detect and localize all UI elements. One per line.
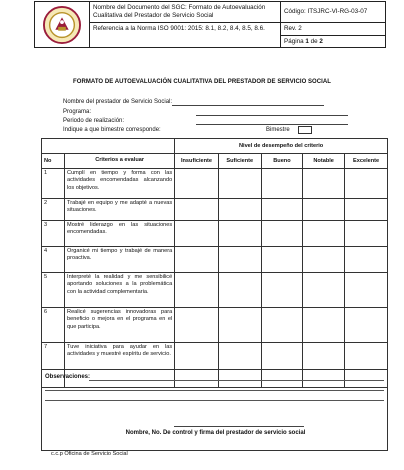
score-cell[interactable]	[175, 199, 219, 221]
score-cell[interactable]	[218, 308, 261, 343]
score-cell[interactable]	[218, 273, 261, 308]
score-cell[interactable]	[303, 273, 345, 308]
score-cell[interactable]	[303, 247, 345, 273]
score-cell[interactable]	[303, 169, 345, 199]
level-header: Nivel de desempeño del criterio	[175, 139, 388, 154]
institution-seal-icon	[43, 6, 81, 44]
criterion-text: Mostré liderazgo en las situaciones encomendadas.	[65, 221, 175, 247]
criterion-text: Trabajé en equipo y me adapté a nuevas situaciones.	[65, 199, 175, 221]
score-cell[interactable]	[218, 221, 261, 247]
score-cell[interactable]	[261, 247, 302, 273]
score-cell[interactable]	[345, 169, 388, 199]
score-cell[interactable]	[175, 247, 219, 273]
revision-number: Rev. 2	[281, 22, 386, 35]
name-label: Nombre del prestador de Servicio Social:	[63, 99, 173, 105]
table-row	[42, 308, 388, 343]
document-name: Nombre del Documento del SGC: Formato de Autoevaluación Cualitativa del Prestador de Servicio Social	[90, 2, 281, 23]
signature-line[interactable]	[174, 426, 304, 427]
criterion-text: Interpreté la realidad y me sensibilicé aportando soluciones a la problemática con la actividad complementaria.	[65, 273, 175, 308]
copy-note: c.c.p Oficina de Servicio Social	[51, 451, 128, 457]
criterion-text: Tuve iniciativa para ayudar en las actividades y muestré espíritu de servicio.	[65, 343, 175, 388]
table-row	[42, 169, 388, 199]
score-cell[interactable]	[345, 199, 388, 221]
score-cell[interactable]	[175, 273, 219, 308]
score-cell[interactable]	[261, 169, 302, 199]
level-notable-header: Notable	[303, 154, 345, 169]
table-row	[42, 273, 388, 308]
bimester-label: Bimestre	[266, 127, 290, 133]
row-number: 3	[42, 221, 65, 247]
score-cell[interactable]	[345, 221, 388, 247]
criterion-text: Cumplí en tiempo y forma con las actividades encomendadas alcanzando los objetivos.	[65, 169, 175, 199]
table-row	[42, 199, 388, 221]
score-cell[interactable]	[218, 169, 261, 199]
bimester-box[interactable]	[298, 126, 312, 134]
program-label: Programa:	[63, 109, 92, 115]
level-insuficiente-header: Insuficiente	[175, 154, 219, 169]
score-cell[interactable]	[303, 199, 345, 221]
row-number: 5	[42, 273, 65, 308]
row-number: 7	[42, 343, 65, 388]
bimester-question-label: Indique a que bimestre corresponde:	[63, 127, 161, 133]
score-cell[interactable]	[345, 308, 388, 343]
table-row	[42, 247, 388, 273]
period-label: Periodo de realización:	[63, 118, 125, 124]
score-cell[interactable]	[345, 247, 388, 273]
observations-line[interactable]	[45, 400, 384, 401]
level-bueno-header: Bueno	[261, 154, 302, 169]
level-suficiente-header: Suficiente	[218, 154, 261, 169]
score-cell[interactable]	[175, 169, 219, 199]
score-cell[interactable]	[261, 221, 302, 247]
observations-label: Observaciones:	[45, 374, 91, 380]
page-number: Página 1 de 2	[281, 35, 386, 48]
form-title: FORMATO DE AUTOEVALUACIÓN CUALITATIVA DEL PRESTADOR DE SERVICIO SOCIAL	[73, 79, 331, 85]
score-cell[interactable]	[218, 247, 261, 273]
score-cell[interactable]	[261, 273, 302, 308]
name-field[interactable]	[172, 105, 324, 106]
row-number: 1	[42, 169, 65, 199]
row-number: 2	[42, 199, 65, 221]
logo-cell	[35, 2, 90, 48]
observations-line[interactable]	[45, 390, 384, 391]
row-number: 6	[42, 308, 65, 343]
row-number: 4	[42, 247, 65, 273]
score-cell[interactable]	[345, 273, 388, 308]
document-header	[34, 1, 386, 48]
table-row	[42, 221, 388, 247]
criterion-text: Realicé sugerencias innovadoras para beneficio o mejora en el programa en el que participa.	[65, 308, 175, 343]
evaluation-table	[41, 138, 388, 388]
col-no-header: No	[42, 154, 65, 169]
level-excelente-header: Excelente	[345, 154, 388, 169]
score-cell[interactable]	[175, 308, 219, 343]
col-criteria-header: Criterios a evaluar	[65, 154, 175, 169]
score-cell[interactable]	[303, 308, 345, 343]
score-cell[interactable]	[303, 221, 345, 247]
observations-line[interactable]	[89, 380, 384, 381]
score-cell[interactable]	[261, 308, 302, 343]
norm-reference: Referencia a la Norma ISO 9001: 2015: 8.1, 8.2, 8.4, 8.5, 8.6.	[90, 22, 281, 48]
score-cell[interactable]	[218, 199, 261, 221]
document-code: Código: ITSJRC-VI-RG-03-07	[281, 2, 386, 23]
observations-box	[41, 369, 388, 451]
program-field[interactable]	[196, 115, 348, 116]
score-cell[interactable]	[175, 221, 219, 247]
criterion-text: Organicé mi tiempo y trabajé de manera proactiva.	[65, 247, 175, 273]
score-cell[interactable]	[261, 199, 302, 221]
signature-label: Nombre, No. De control y firma del prestador de servicio social	[125, 430, 306, 436]
period-field[interactable]	[196, 124, 348, 125]
